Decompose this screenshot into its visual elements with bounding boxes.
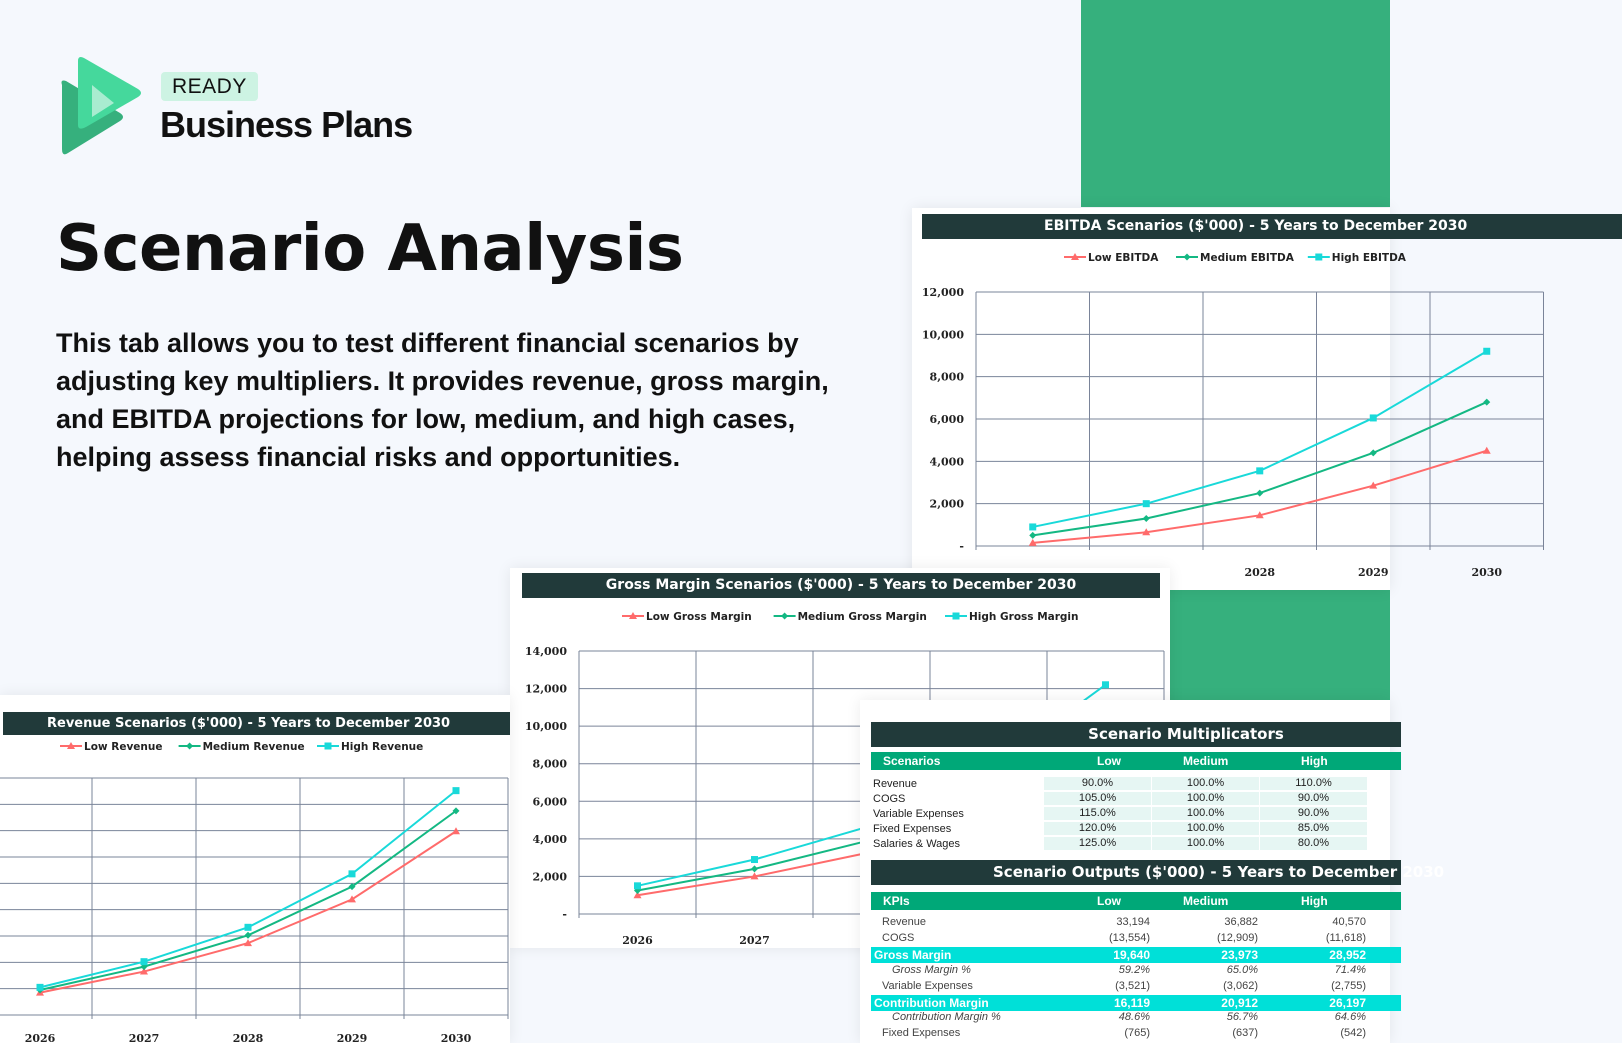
data-point [1143, 515, 1150, 522]
x-tick-label: 2029 [1357, 566, 1389, 579]
y-tick-label: 10,000 [524, 720, 567, 734]
multiplier-cell[interactable]: 100.0% [1152, 807, 1259, 821]
kpi-value: (542) [1340, 1027, 1366, 1040]
data-point [751, 865, 758, 872]
legend-label: High EBITDA [1331, 252, 1406, 264]
x-tick-label: 2026 [24, 1032, 56, 1043]
data-point [245, 924, 252, 931]
x-tick-label: 2026 [622, 934, 653, 947]
decorative-green-block [1170, 590, 1390, 702]
legend-label: Medium Gross Margin [797, 611, 927, 623]
data-point [453, 787, 460, 794]
multiplier-cell[interactable]: 90.0% [1260, 807, 1367, 821]
row-label: Fixed Expenses [873, 823, 952, 835]
data-point [349, 870, 356, 877]
scenario-table-panel [860, 700, 1445, 1043]
kpi-value: 36,882 [1224, 916, 1258, 928]
x-tick-label: 2028 [1244, 566, 1276, 579]
row-label: Salaries & Wages [873, 838, 961, 850]
x-tick-label: 2029 [336, 1032, 368, 1043]
data-point [141, 958, 148, 965]
kpi-value: (2,755) [1331, 979, 1366, 992]
x-tick-label: 2027 [739, 934, 770, 947]
y-tick-label: 8,000 [929, 370, 964, 384]
multiplier-cell[interactable]: 120.0% [1044, 822, 1151, 836]
y-tick-label: - [562, 908, 567, 921]
revenue-chart-panel [0, 695, 510, 1043]
kpi-value: (637) [1232, 1027, 1258, 1040]
data-point [1483, 399, 1490, 406]
header-cell: Medium [1183, 754, 1229, 768]
kpi-value: 40,570 [1332, 916, 1366, 928]
kpi-value: 64.6% [1334, 1011, 1366, 1024]
multiplier-cell[interactable]: 105.0% [1044, 792, 1151, 806]
legend-label: High Revenue [341, 741, 424, 753]
multiplier-cell[interactable]: 100.0% [1152, 777, 1259, 791]
legend-label: Low Revenue [84, 741, 163, 753]
legend-label: Medium Revenue [202, 741, 305, 753]
multiplier-cell[interactable]: 90.0% [1044, 777, 1151, 791]
multiplier-cell[interactable]: 100.0% [1152, 837, 1259, 851]
kpi-value: 56.7% [1226, 1011, 1258, 1024]
legend-label: Low EBITDA [1088, 252, 1159, 264]
legend-marker [1315, 254, 1322, 261]
data-point [1483, 348, 1490, 355]
multiplier-cell[interactable]: 125.0% [1044, 837, 1151, 851]
kpi-value: 59.2% [1118, 963, 1150, 976]
chart-title: Revenue Scenarios ($'000) - 5 Years to December 2030 [3, 712, 510, 735]
kpi-label: Contribution Margin % [892, 1011, 1001, 1024]
data-point [37, 984, 44, 991]
legend-marker [186, 743, 193, 750]
kpi-value: (11,618) [1325, 931, 1366, 944]
kpi-value: 71.4% [1334, 963, 1366, 976]
kpi-value: 26,197 [1329, 995, 1366, 1010]
data-point [1143, 500, 1150, 507]
kpi-value: 20,912 [1221, 995, 1258, 1010]
multiplier-cell[interactable]: 80.0% [1260, 837, 1367, 851]
chart-title: Gross Margin Scenarios ($'000) - 5 Years to December 2030 [522, 573, 1160, 598]
kpi-value: (3,062) [1223, 979, 1258, 992]
legend-marker [781, 613, 788, 620]
kpi-value: (12,909) [1217, 931, 1258, 944]
series-line [40, 811, 456, 990]
x-tick-label: 2030 [1471, 566, 1503, 579]
kpi-value: 23,973 [1221, 947, 1258, 962]
x-tick-label: 2030 [440, 1032, 472, 1043]
multiplier-cell[interactable]: 100.0% [1152, 822, 1259, 836]
header-cell: KPIs [883, 894, 910, 908]
x-tick-label: 2028 [232, 1032, 264, 1043]
kpi-value: 33,194 [1116, 916, 1150, 928]
legend-marker [953, 613, 960, 620]
multiplicators-title [871, 722, 1401, 747]
y-tick-label: 4,000 [532, 832, 567, 846]
data-point [1029, 532, 1036, 539]
header-cell: Medium [1183, 894, 1229, 908]
y-tick-label: 2,000 [532, 870, 567, 884]
data-point [1029, 523, 1036, 530]
kpi-value: 65.0% [1226, 963, 1258, 976]
kpi-label: Gross Margin % [892, 963, 971, 976]
header-cell: High [1301, 754, 1328, 768]
multiplicators-header [871, 752, 1401, 770]
kpi-value: (765) [1124, 1027, 1150, 1040]
kpi-label: Fixed Expenses [882, 1027, 961, 1040]
y-tick-label: 14,000 [524, 645, 567, 658]
y-tick-label: 4,000 [929, 455, 964, 469]
y-tick-label: 10,000 [921, 328, 964, 342]
play-triangles-logo-icon [58, 55, 148, 157]
multiplier-cell[interactable]: 90.0% [1260, 792, 1367, 806]
multiplier-cell[interactable]: 115.0% [1044, 807, 1151, 821]
revenue-chart [0, 695, 510, 1043]
ebitda-chart-panel [912, 208, 1503, 590]
data-point [634, 882, 641, 889]
multiplier-cell[interactable]: 110.0% [1260, 777, 1367, 791]
data-point [1370, 414, 1377, 421]
kpi-label: Contribution Margin [874, 995, 989, 1010]
legend-label: Low Gross Margin [646, 611, 752, 623]
kpi-label: Variable Expenses [882, 979, 973, 992]
kpi-value: 16,119 [1113, 995, 1150, 1010]
header-cell: High [1301, 894, 1328, 908]
kpi-label: COGS [882, 931, 915, 944]
chart-title: EBITDA Scenarios ($'000) - 5 Years to December 2030 [922, 214, 1622, 239]
y-tick-label: 6,000 [929, 413, 964, 426]
legend-label: High Gross Margin [969, 611, 1079, 623]
multiplicators-title-text: Scenario Multiplicators [1088, 725, 1284, 743]
y-tick-label: 12,000 [921, 286, 964, 299]
brand-badge: READY [161, 72, 258, 101]
legend-label: Medium EBITDA [1200, 252, 1294, 264]
data-point [751, 856, 758, 863]
y-tick-label: 12,000 [524, 682, 567, 696]
series-line [1033, 351, 1487, 527]
y-tick-label: 6,000 [532, 795, 567, 809]
header-cell: Scenarios [883, 754, 941, 768]
ebitda-chart [912, 208, 1612, 590]
y-tick-label: 2,000 [929, 497, 964, 511]
kpi-value: (13,554) [1109, 931, 1150, 944]
page-description: This tab allows you to test different financial scenarios by adjusting key multipliers. It provides revenue, gross margin, and EBITDA projections for low, medium, and high cases, helping assess financial risks and opportunities. [56, 328, 829, 472]
kpi-label: Gross Margin [874, 947, 952, 962]
legend-marker [1184, 254, 1191, 261]
x-tick-label: 2027 [128, 1032, 160, 1043]
outputs-title: Scenario Outputs ($'000) - 5 Years to December 2030 [871, 860, 1401, 885]
row-label: Variable Expenses [873, 808, 964, 820]
multiplier-cell[interactable]: 85.0% [1260, 822, 1367, 836]
y-tick-label: 8,000 [532, 757, 567, 771]
legend-marker [325, 743, 332, 750]
kpi-value: 19,640 [1113, 947, 1150, 962]
kpi-value: 28,952 [1329, 947, 1366, 962]
data-point [1256, 490, 1263, 497]
series-line [40, 791, 456, 988]
series-line [1033, 451, 1487, 543]
data-point [1483, 447, 1491, 454]
multiplier-cell[interactable]: 100.0% [1152, 792, 1259, 806]
data-point [1256, 467, 1263, 474]
header-cell: Low [1097, 754, 1121, 768]
header-cell: Low [1097, 894, 1121, 908]
kpi-value: (3,521) [1115, 979, 1150, 992]
page-title: Scenario Analysis [56, 212, 684, 286]
y-tick-label: - [959, 540, 964, 553]
kpi-value: 48.6% [1118, 1011, 1150, 1024]
decorative-green-block [1081, 0, 1390, 207]
data-point [1370, 449, 1377, 456]
row-label: Revenue [873, 778, 918, 790]
kpi-label: Revenue [882, 916, 927, 928]
outputs-header [871, 892, 1401, 910]
brand-name: Business Plans [160, 104, 413, 145]
row-label: COGS [873, 793, 906, 805]
data-point [1102, 681, 1109, 688]
data-point [245, 932, 252, 939]
